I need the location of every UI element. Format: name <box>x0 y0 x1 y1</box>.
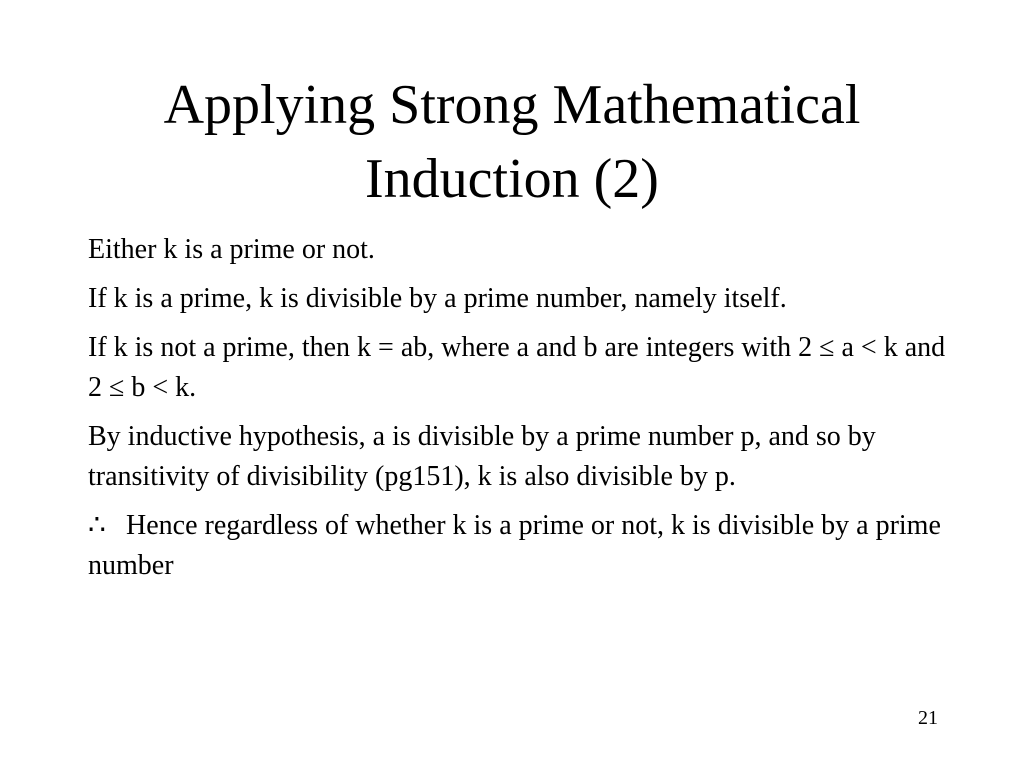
conclusion-paragraph <box>88 506 948 586</box>
paragraph-4: By inductive hypothesis, a is divisible by a prime number p, and so by transitivity of divisibility (pg151), k is also divisible by p. <box>88 421 876 492</box>
therefore-symbol: ∴ <box>88 510 106 541</box>
title-line-2: Induction (2) <box>365 148 659 210</box>
slide-body <box>88 230 948 595</box>
paragraph-2: If k is a prime, k is divisible by a prime number, namely itself. <box>88 283 787 314</box>
slide-title <box>0 68 1024 216</box>
page-number: 21 <box>918 707 938 729</box>
conclusion-text: Hence regardless of whether k is a prime or not, k is divisible by a prime number <box>88 510 941 581</box>
title-line-1: Applying Strong Mathematical <box>163 74 861 136</box>
paragraph-1: Either k is a prime or not. <box>88 234 375 265</box>
paragraph-3: If k is not a prime, then k = ab, where a and b are integers with 2 ≤ a < k and 2 ≤ b < k. <box>88 332 946 403</box>
